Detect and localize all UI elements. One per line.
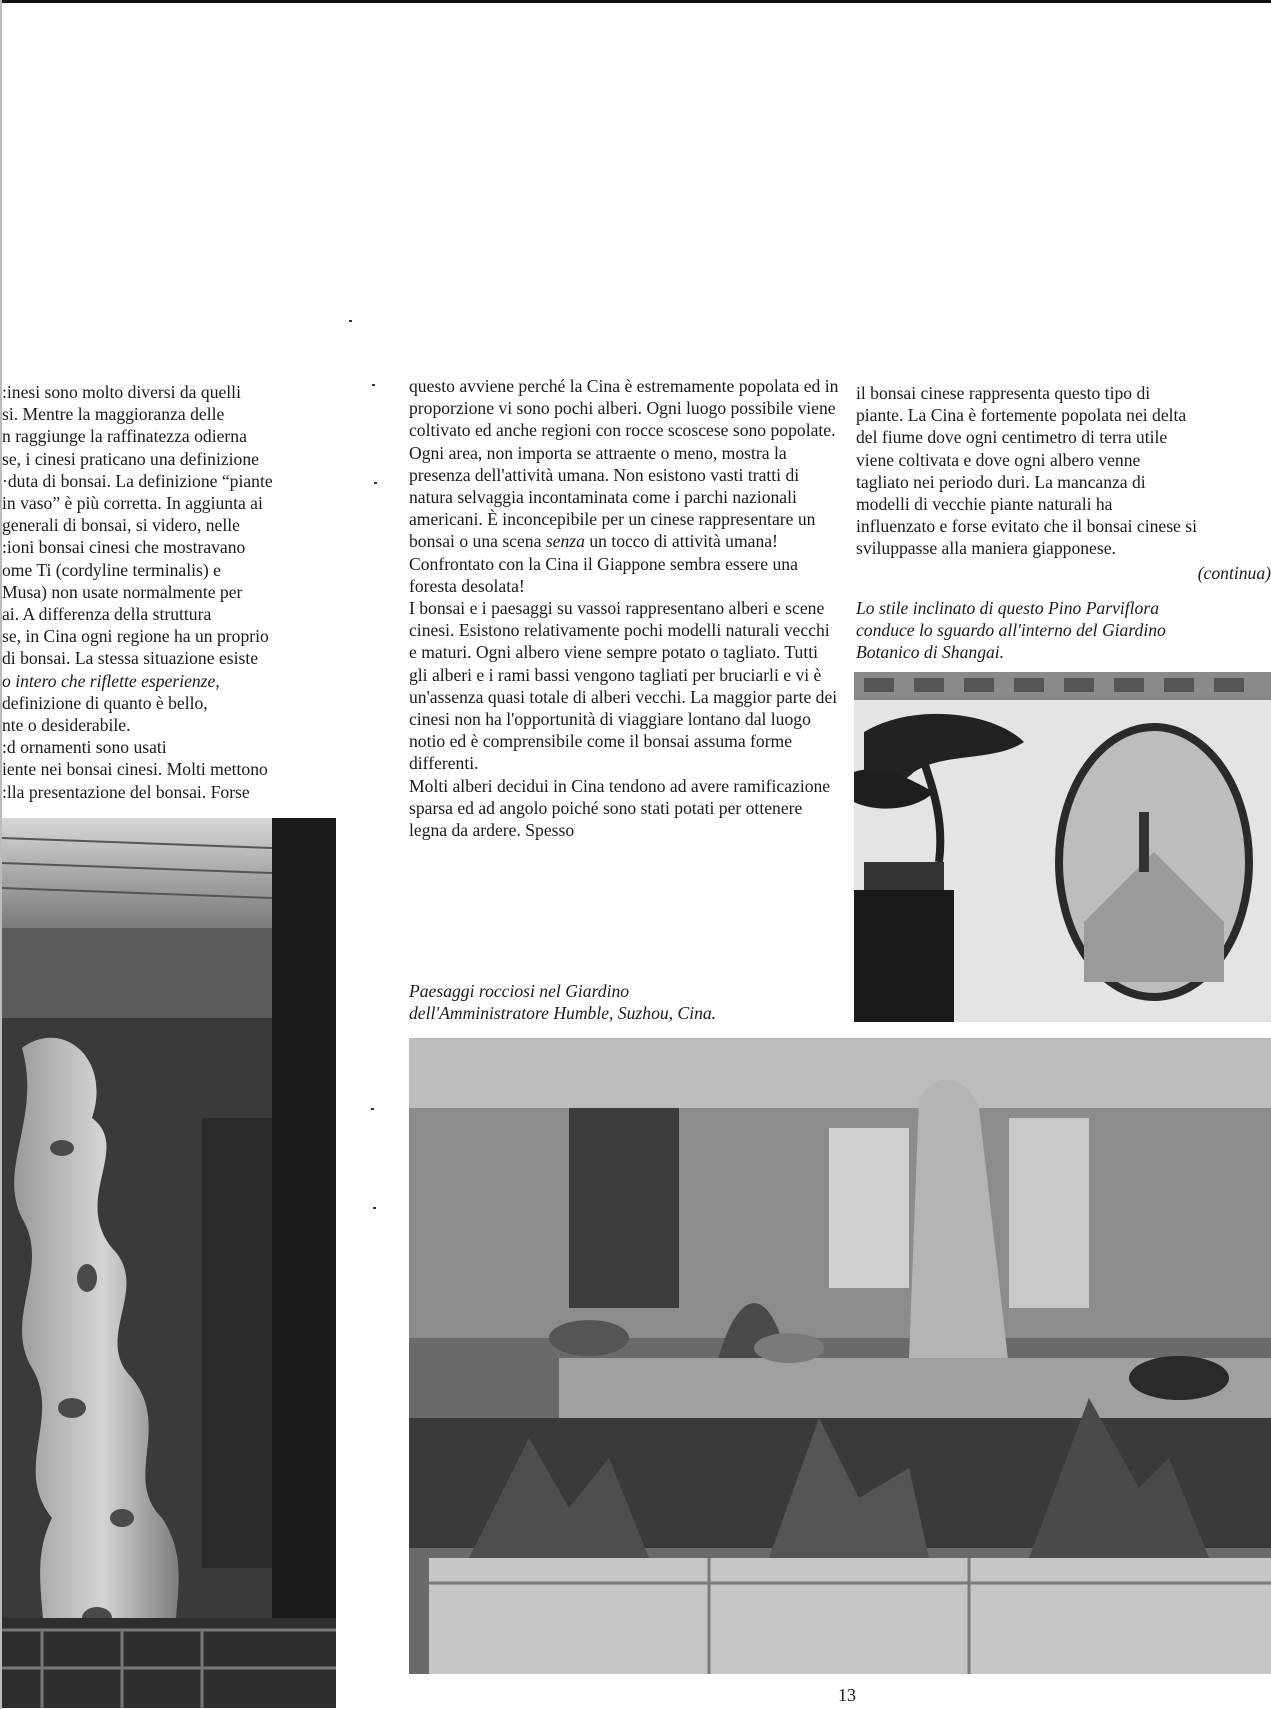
text-line: iente nei bonsai cinesi. Molti mettono: [2, 759, 268, 780]
paragraph: [409, 375, 839, 597]
text-line: il bonsai cinese rappresenta questo tipo di: [856, 383, 1151, 403]
text-line: :ioni bonsai cinesi che mostravano: [2, 537, 246, 558]
page-top-edge: [0, 0, 1271, 3]
print-speck: [374, 482, 377, 484]
text-column-right: [856, 382, 1271, 584]
page-number: 13: [838, 1685, 856, 1705]
text-line: in vaso” è più corretta. In aggiunta ai: [2, 493, 263, 514]
caption-line: Botanico di Shangai.: [856, 642, 1005, 662]
text-line: ·duta di bonsai. La definizione “piante: [2, 470, 273, 491]
photo-caption-pine: [856, 597, 1271, 663]
text-line: si. Mentre la maggioranza delle: [2, 404, 225, 425]
print-speck: [349, 320, 352, 322]
print-speck: [373, 1207, 376, 1209]
paragraph: Molti alberi decidui in Cina tendono ad avere ramificazione sparsa ed ad angolo poiché sono stati potati per ottenere legna da ardere. Spesso: [409, 775, 831, 841]
text-line: se, in Cina ogni regione ha un proprio: [2, 626, 269, 647]
text-column-middle: [409, 375, 839, 841]
paragraph-text: un tocco di attività umana! Confrontato con la Cina il Giappone sembra essere una foresta desolata!: [409, 531, 798, 596]
text-column-left: [2, 381, 342, 803]
text-line: viene coltivata e dove ogni albero venne: [856, 449, 1141, 470]
text-line: o intero che riflette esperienze,: [2, 670, 220, 691]
photo-rock-sculpture: [2, 818, 336, 1708]
text-line: se, i cinesi praticano una definizione: [2, 448, 259, 469]
caption-line: conduce lo sguardo all'interno del Giardino: [856, 620, 1166, 640]
text-line: :lla presentazione del bonsai. Forse: [2, 781, 250, 802]
text-line: modelli di vecchie piante naturali ha: [856, 494, 1113, 515]
text-line: Musa) non usate normalmente per: [2, 581, 243, 602]
photo-caption-rock-landscapes: [409, 980, 839, 1024]
caption-line: Paesaggi rocciosi nel Giardino: [409, 981, 630, 1001]
text-line: sviluppasse alla maniera giapponese.: [856, 538, 1116, 559]
text-line: del fiume dove ogni centimetro di terra utile: [856, 427, 1168, 448]
text-line: n raggiunge la raffinatezza odierna: [2, 426, 247, 447]
text-line: :d ornamenti sono usati: [2, 737, 167, 758]
text-line: generali di bonsai, si videro, nelle: [2, 515, 240, 536]
continued-note: (continua): [1197, 562, 1271, 583]
paragraph-text: questo avviene perché la Cina è estremamente popolata ed in proporzione vi sono pochi alberi. Ogni luogo possibile viene coltivato ed anche regioni con rocce scoscese sono popolate. Ogni area, non importa se attraente o meno, mostra la presenza dell'attività umana. Non esistono vasti tratti di natura selvaggia incontaminata come i parchi nazionali americani. È inconcepibile per un cinese rappresentare un bonsai o una scena: [409, 376, 839, 552]
paragraph: I bonsai e i paesaggi su vassoi rappresentano alberi e scene cinesi. Esistono relativamente pochi modelli naturali vecchi e maturi. Ogni albero viene sempre potato o tagliato. Tutti gli alberi e i rami bassi vengono tagliati per bruciarli e vi è un'assenza quasi totale di alberi vecchi. La maggior parte dei cinesi non ha l'opportunità di viaggiare lontano dal luogo notio ed è comprensibile come il bonsai assuma forme differenti.: [409, 598, 838, 774]
print-speck: [371, 1108, 374, 1110]
print-speck: [372, 384, 375, 386]
emphasis-text: senza: [545, 531, 585, 552]
caption-line: dell'Amministratore Humble, Suzhou, Cina.: [409, 1003, 717, 1023]
text-line: di bonsai. La stessa situazione esiste: [2, 648, 259, 669]
photo-rock-landscapes: [409, 1038, 1271, 1674]
text-line: tagliato nei periodo duri. La mancanza di: [856, 471, 1146, 492]
text-line: piante. La Cina è fortemente popolata nei delta: [856, 405, 1187, 426]
text-line: definizione di quanto è bello,: [2, 692, 208, 713]
photo-pine-moon-gate: [854, 672, 1271, 1022]
text-line: ai. A differenza della struttura: [2, 604, 212, 625]
caption-line: Lo stile inclinato di questo Pino Parviflora: [856, 598, 1159, 618]
text-line: nte o desiderabile.: [2, 715, 131, 736]
text-line: ome Ti (cordyline terminalis) e: [2, 559, 221, 580]
text-line: influenzato e forse evitato che il bonsai cinese si: [856, 516, 1197, 537]
text-line: :inesi sono molto diversi da quelli: [2, 382, 241, 402]
